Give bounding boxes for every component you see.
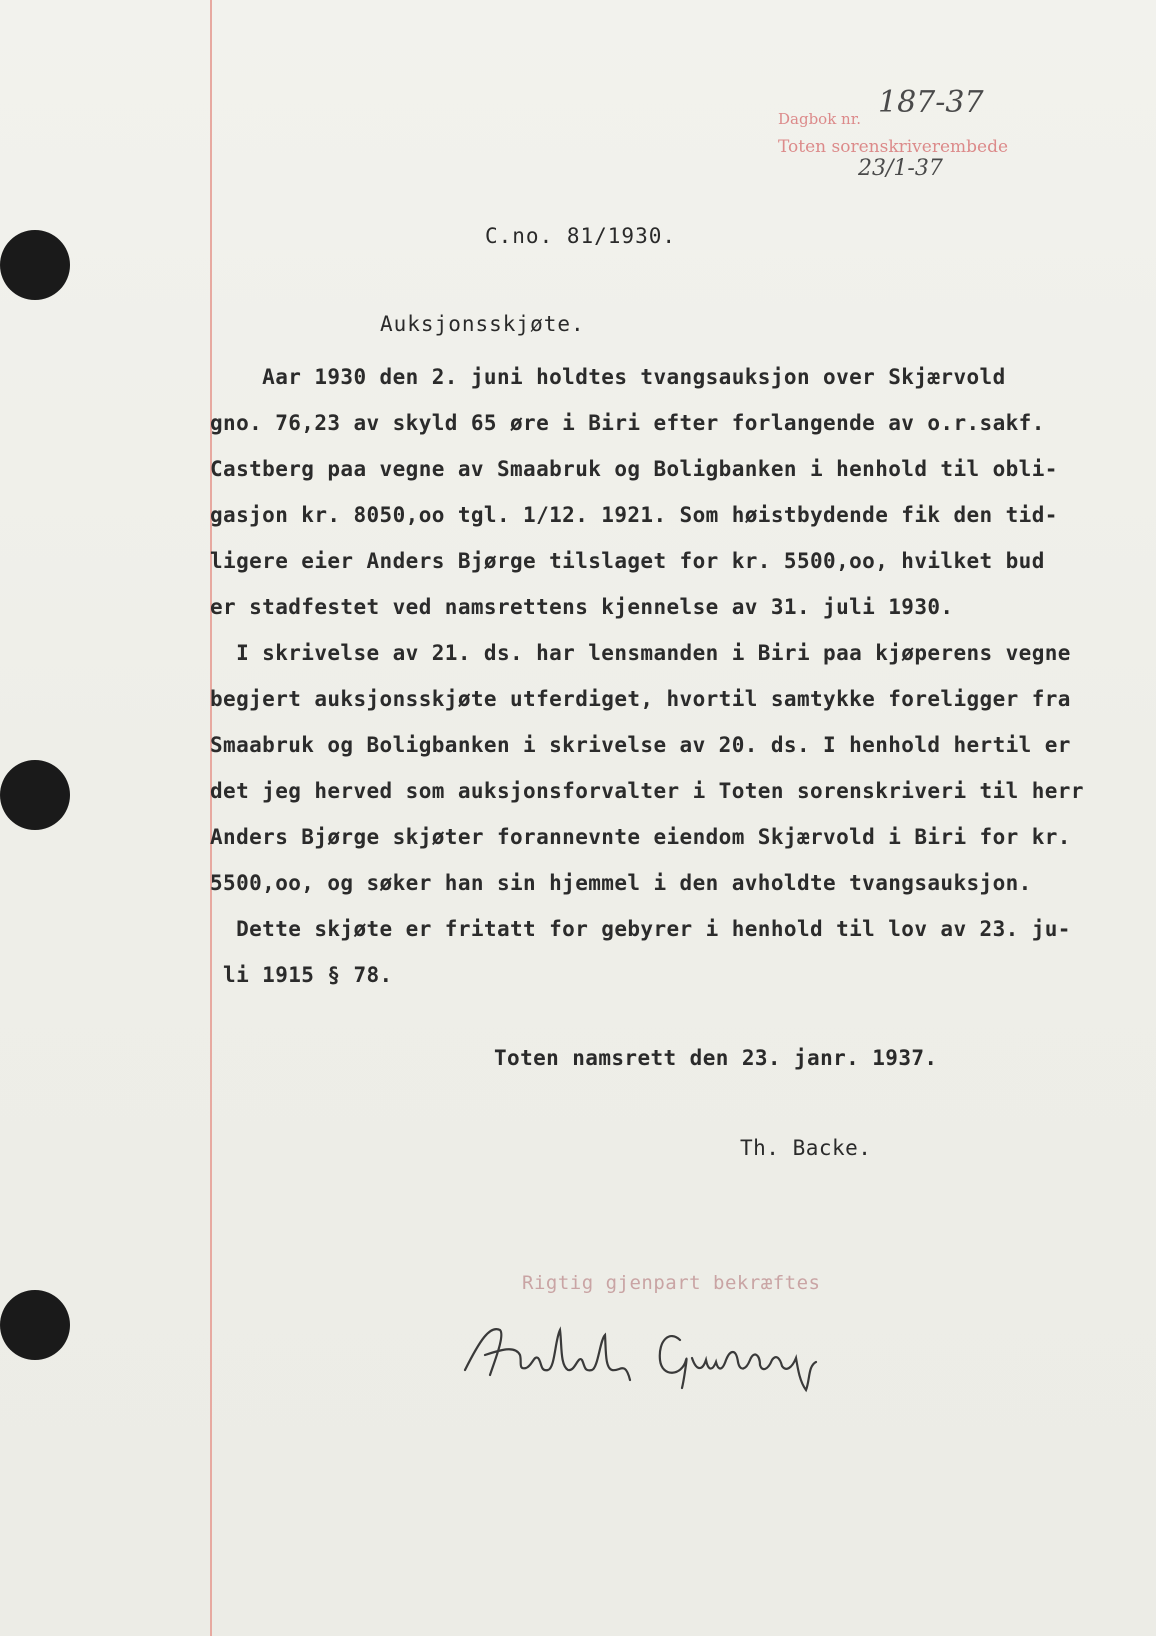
punch-hole-middle <box>0 760 70 830</box>
body-line: det jeg herved som auksjonsforvalter i Toten sorenskriveri til herr <box>210 779 1084 803</box>
body-line: Dette skjøte er fritatt for gebyrer i henhold til lov av 23. ju- <box>210 917 1071 941</box>
journal-stamp <box>778 85 1009 181</box>
certification-stamp: Rigtig gjenpart bekræftes <box>522 1272 821 1294</box>
handwritten-signatures <box>460 1300 890 1400</box>
body-line: Aar 1930 den 2. juni holdtes tvangsauksjon over Skjærvold <box>210 365 1006 389</box>
body-line: er stadfestet ved namsrettens kjennelse av 31. juli 1930. <box>210 595 954 619</box>
punch-hole-bottom <box>0 1290 70 1360</box>
punch-hole-top <box>0 230 70 300</box>
signature-2-stroke <box>660 1336 816 1390</box>
body-line: Smaabruk og Boligbanken i skrivelse av 20. ds. I henhold hertil er <box>210 733 1071 757</box>
body-line: Castberg paa vegne av Smaabruk og Boligbanken i henhold til obli- <box>210 457 1058 481</box>
place-and-date: Toten namsrett den 23. janr. 1937. <box>494 1046 938 1070</box>
document-title: Auksjonsskjøte. <box>380 312 585 336</box>
body-line: ligere eier Anders Bjørge tilslaget for kr. 5500,oo, hvilket bud <box>210 549 1045 573</box>
body-line: Anders Bjørge skjøter forannevnte eiendom Skjærvold i Biri for kr. <box>210 825 1071 849</box>
signature-2 <box>460 1300 890 1400</box>
body-line: begjert auksjonsskjøte utferdiget, hvortil samtykke foreligger fra <box>210 687 1071 711</box>
case-number: C.no. 81/1930. <box>485 224 677 248</box>
stamp-line-1 <box>778 85 1008 133</box>
body-line: gno. 76,23 av skyld 65 øre i Biri efter forlangende av o.r.sakf. <box>210 411 1045 435</box>
signer-name: Th. Backe. <box>740 1136 872 1160</box>
stamp-journal-label: Dagbok nr. <box>778 110 862 128</box>
stamp-date: 23/1-37 <box>858 156 943 181</box>
body-line: gasjon kr. 8050,oo tgl. 1/12. 1921. Som høistbydende fik den tid- <box>210 503 1058 527</box>
stamp-journal-number: 187-37 <box>878 85 984 120</box>
body-line: I skrivelse av 21. ds. har lensmanden i Biri paa kjøperens vegne <box>210 641 1071 665</box>
document-body <box>210 354 1150 998</box>
stamp-office: Toten sorenskriverembede <box>778 137 1009 157</box>
body-line: li 1915 § 78. <box>210 963 393 987</box>
body-line: 5500,oo, og søker han sin hjemmel i den avholdte tvangsauksjon. <box>210 871 1032 895</box>
